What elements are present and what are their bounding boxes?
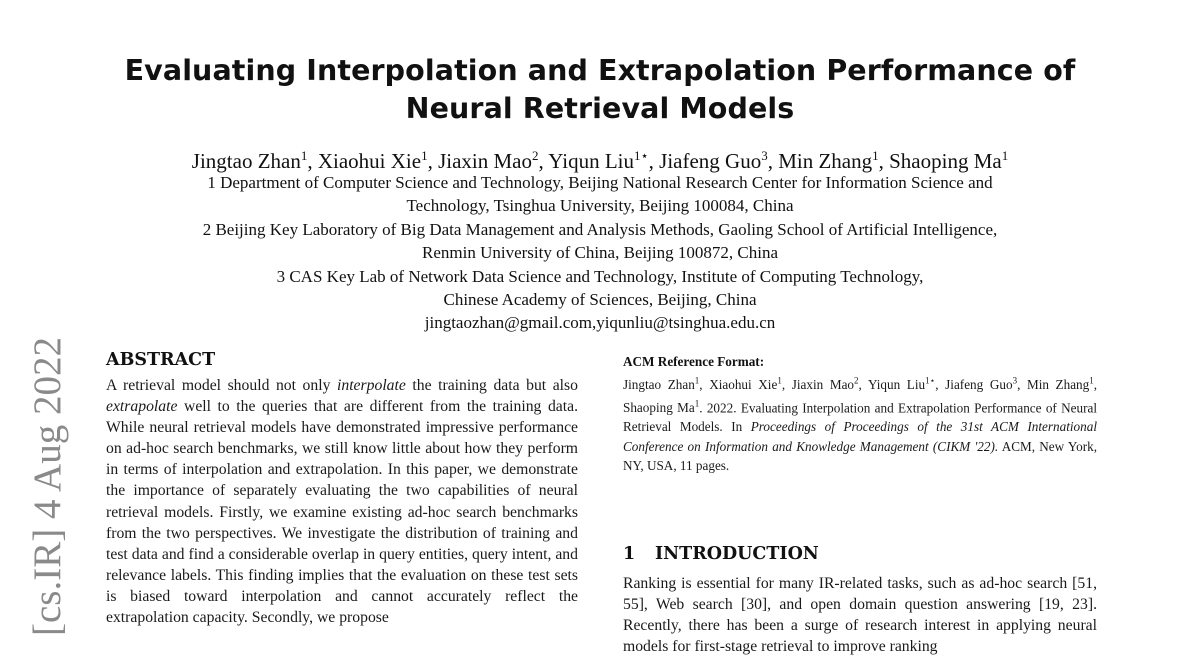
author-name: Min Zhang xyxy=(778,149,873,173)
author-affiliation-mark: 1 xyxy=(1089,376,1094,386)
author-name: Jiaxin Mao xyxy=(791,377,855,393)
author-name: Jiafeng Guo xyxy=(659,149,762,173)
author-separator: , xyxy=(767,149,779,173)
affiliation-line: 3 CAS Key Lab of Network Data Science and Technology, Institute of Computing Technology, xyxy=(276,266,924,286)
author-list xyxy=(0,143,1200,174)
affiliation-line: Technology, Tsinghua University, Beijing 100084, China xyxy=(406,196,794,216)
acm-reference-body xyxy=(623,372,1097,475)
author-emails: jingtaozhan@gmail.com,yiqunliu@tsinghua.edu.cn xyxy=(424,313,776,333)
abstract-text: the training data but also xyxy=(405,377,578,394)
author-affiliation-mark: 3 xyxy=(1012,376,1018,386)
author-separator: , xyxy=(427,149,439,173)
author-affiliation-mark: 1⋆ xyxy=(925,376,936,386)
author-separator: , xyxy=(307,149,318,173)
section-number: 1 xyxy=(623,544,636,564)
author-affiliation-mark: 2 xyxy=(532,148,539,163)
abstract-body xyxy=(106,375,578,628)
introduction-heading xyxy=(623,542,819,566)
arxiv-stamp: [cs.IR] 4 Aug 2022 xyxy=(26,337,69,636)
author-name: Yiqun Liu xyxy=(867,377,926,393)
author-separator: , xyxy=(538,149,549,173)
author-affiliation-mark: 1 xyxy=(421,148,428,163)
abstract-text: A retrieval model should not only xyxy=(106,377,337,394)
acm-reference-label: ACM Reference Format: xyxy=(623,354,765,369)
author-separator: , xyxy=(648,149,660,173)
affiliation-line: Chinese Academy of Sciences, Beijing, China xyxy=(443,290,757,310)
author-separator: , xyxy=(781,377,792,393)
author-affiliation-mark: 2 xyxy=(854,376,859,386)
title-line-1: Evaluating Interpolation and Extrapolation Performance of xyxy=(124,54,1076,87)
author-name: Jiafeng Guo xyxy=(945,377,1013,393)
author-affiliation-mark: 1 xyxy=(872,148,879,163)
author-name: Jingtao Zhan xyxy=(191,149,301,173)
affiliation-line: 1 Department of Computer Science and Technology, Beijing National Research Center for Information Science and xyxy=(207,173,993,192)
affiliation-line: 2 Beijing Key Laboratory of Big Data Management and Analysis Methods, Gaoling School of Artificial Intelligence, xyxy=(202,219,998,239)
author-affiliation-mark: 1 xyxy=(300,148,308,163)
author-separator: , xyxy=(1093,377,1098,393)
abstract-heading: ABSTRACT xyxy=(106,350,216,370)
author-name: Yiqun Liu xyxy=(548,149,634,173)
acm-reference-text: . 2022. Evaluating Interpolation and Extrapolation Performance of Neural Retrieval Models. In xyxy=(623,400,1097,435)
abstract-emphasis: extrapolate xyxy=(106,398,178,416)
author-name: Xiaohui Xie xyxy=(317,149,422,173)
author-affiliation-mark: 1 xyxy=(777,376,782,386)
abstract-emphasis: interpolate xyxy=(337,377,406,394)
author-affiliation-mark: 1 xyxy=(694,398,700,409)
author-affiliation-mark: 1 xyxy=(1001,148,1009,163)
author-affiliation-mark: 1 xyxy=(694,376,700,386)
author-name: Jiaxin Mao xyxy=(438,149,532,173)
section-title: INTRODUCTION xyxy=(655,544,819,564)
author-affiliation-mark: 1⋆ xyxy=(634,148,649,163)
author-name: Jingtao Zhan xyxy=(623,377,695,393)
abstract-text: well to the queries that are different from the training data. While neural retrieval models have demonstrated impressive performance on ad-hoc search benchmarks, we still know little about how they perform in terms of interpolation and extrapolation. In this paper, we demonstrate the importance of separately evaluating the two capabilities of neural retrieval models. Firstly, we examine existing ad-hoc search benchmarks from the two perspectives. We investigate the distribution of training and test data and find a considerable overlap in query entities, query intent, and relevance labels. This finding implies that the evaluation on these test sets is biased toward interpolation and cannot accurately reflect the extrapolation capacity. Secondly, we propose xyxy=(106,398,578,627)
author-affiliation-mark: 3 xyxy=(761,148,768,163)
author-separator: , xyxy=(935,377,946,393)
introduction-body: Ranking is essential for many IR-related tasks, such as ad-hoc search [51, 55], Web search [30], and open domain question answering [19, 23]. Recently, there has been a surge of research interest in applying neural models for first-stage retrieval to improve ranking xyxy=(623,575,1097,656)
author-separator: , xyxy=(699,377,710,393)
author-separator: , xyxy=(858,377,868,393)
author-separator: , xyxy=(1017,377,1027,393)
title-line-2: Neural Retrieval Models xyxy=(405,92,795,125)
left-column xyxy=(106,348,578,628)
acm-reference-venue: Proceedings of Proceedings of the 31st ACM International Conference on Information and Knowledge Management (CIKM '22). xyxy=(623,419,1097,454)
right-column xyxy=(623,352,1097,475)
author-name: Xiaohui Xie xyxy=(709,377,778,393)
author-separator: , xyxy=(878,149,890,173)
affiliations xyxy=(0,171,1200,335)
paper-title xyxy=(0,52,1200,128)
author-name: Shaoping Ma xyxy=(889,149,1002,173)
author-name: Shaoping Ma xyxy=(623,400,695,416)
affiliation-line: Renmin University of China, Beijing 100872, China xyxy=(421,243,779,263)
author-name: Min Zhang xyxy=(1026,377,1090,393)
acm-reference-text: ACM, New York, NY, USA, 11 pages. xyxy=(623,438,1098,473)
